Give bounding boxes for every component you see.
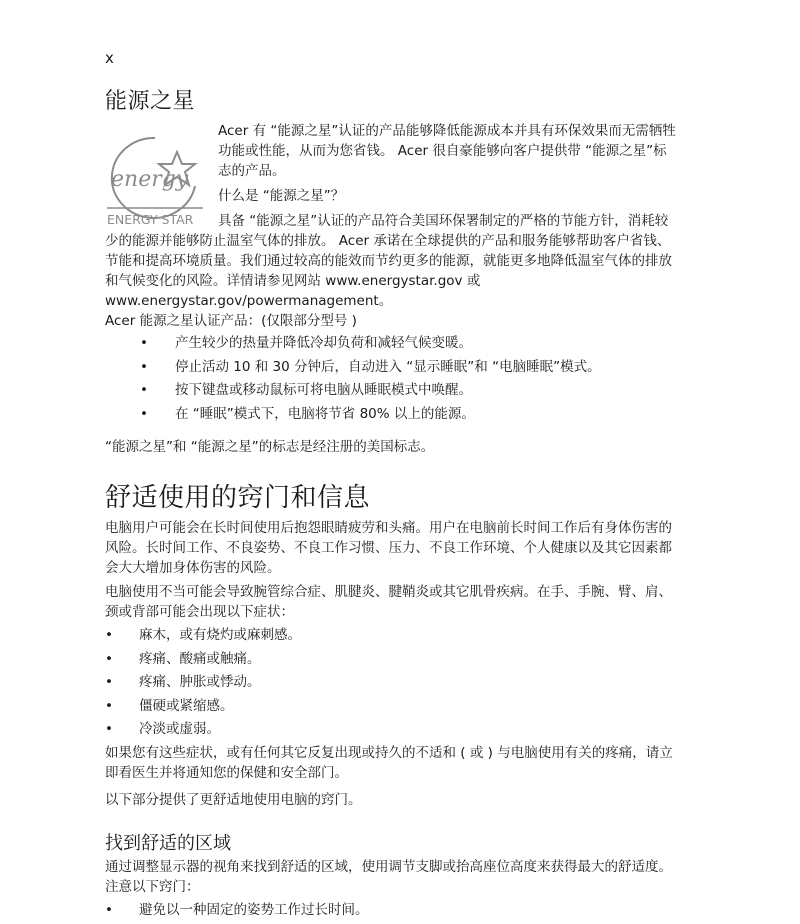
bullet-glyph: • xyxy=(105,627,113,643)
comfort-paragraph-2: 电脑使用不当可能会导致腕管综合症、肌腱炎、腱鞘炎或其它肌骨疾病。在手、手腕、臂、肩、颈或背部可能会出现以下症状： xyxy=(105,584,672,620)
bullet-glyph: • xyxy=(105,902,113,918)
energy-star-label: ENERGY STAR xyxy=(107,212,194,227)
comfort-paragraph-1: 电脑用户可能会在长时间使用后抱怨眼睛疲劳和头痛。用户在电脑前长时间工作后有身体伤害的风险。长时间工作、不良姿势、不良工作习惯、压力、不良工作环境、个人健康以及其它因素都会大大增加身体伤害的风险。 xyxy=(105,520,672,576)
energy-star-question: 什么是 “能源之星”？ xyxy=(218,188,345,204)
energy-star-trademark: “能源之星”和 “能源之星”的标志是经注册的美国标志。 xyxy=(105,439,435,455)
list-item-text: 按下键盘或移动鼠标可将电脑从睡眠模式中唤醒。 xyxy=(175,382,472,398)
bullet-glyph: • xyxy=(105,650,113,667)
comfort-heading: 舒适使用的窍门和信息 xyxy=(105,483,371,513)
list-item-text: 僵硬或紧缩感。 xyxy=(139,697,234,714)
bullet-glyph: • xyxy=(140,405,148,422)
bullet-glyph: • xyxy=(105,721,113,737)
bullet-glyph: • xyxy=(140,335,148,351)
energy-star-intro: Acer 有 “能源之星”认证的产品能够降低能源成本并具有环保效果而无需牺牲功能或性能，从而为您省钱。 Acer 很自豪能够向客户提供带 “能源之星”标志的产品。 xyxy=(218,123,676,179)
bullet-glyph: • xyxy=(140,382,148,398)
bullet-glyph: • xyxy=(140,358,148,375)
comfort-paragraph-4: 以下部分提供了更舒适地使用电脑的窍门。 xyxy=(105,792,362,808)
list-item-text: 停止活动 10 和 30 分钟后，自动进入 “显示睡眠”和 “电脑睡眠”模式。 xyxy=(175,358,601,375)
energy-star-answer: 具备 “能源之星”认证的产品符合美国环保署制定的严格的节能方针，消耗较少的能源并能够防止温室气体的排放。 Acer 承诺在全球提供的产品和服务能够帮助客户省钱、节能和提高环境质量。我们通过较高的能效而节约更多的能源，就能更多地降低温室气体的排放和气候变化的风险。详情请参见网站 www.energystar.gov 或 www.energystar.gov/powermanagement。 xyxy=(105,213,672,309)
list-item-text: 在 “睡眠”模式下，电脑将节省 80% 以上的能源。 xyxy=(175,405,475,422)
list-item-text: 避免以一种固定的姿势工作过长时间。 xyxy=(139,902,369,918)
energy-star-heading: 能源之星 xyxy=(105,89,196,114)
list-item-text: 冷淡或虚弱。 xyxy=(139,721,220,737)
comfort-zone-paragraph: 通过调整显示器的视角来找到舒适的区域，使用调节支脚或抬高座位高度来获得最大的舒适度。注意以下窍门： xyxy=(105,859,672,895)
comfort-paragraph-3: 如果您有这些症状，或有任何其它反复出现或持久的不适和 ( 或 ) 与电脑使用有关的疼痛，请立即看医生并将通知您的保健和安全部门。 xyxy=(105,745,673,781)
energy-script-text: energy xyxy=(111,167,189,192)
page-number: x xyxy=(105,49,114,67)
energy-star-products-intro: Acer 能源之星认证产品：(仅限部分型号 ) xyxy=(105,313,357,329)
list-item-text: 疼痛、酸痛或触痛。 xyxy=(139,650,261,667)
list-item-text: 麻木，或有烧灼或麻刺感。 xyxy=(139,627,301,643)
bullet-glyph: • xyxy=(105,674,113,690)
list-item-text: 疼痛、肿胀或悸动。 xyxy=(139,674,261,690)
bullet-glyph: • xyxy=(105,697,113,714)
comfort-zone-heading: 找到舒适的区域 xyxy=(105,833,231,854)
list-item-text: 产生较少的热量并降低冷却负荷和减轻气候变暖。 xyxy=(175,335,472,351)
